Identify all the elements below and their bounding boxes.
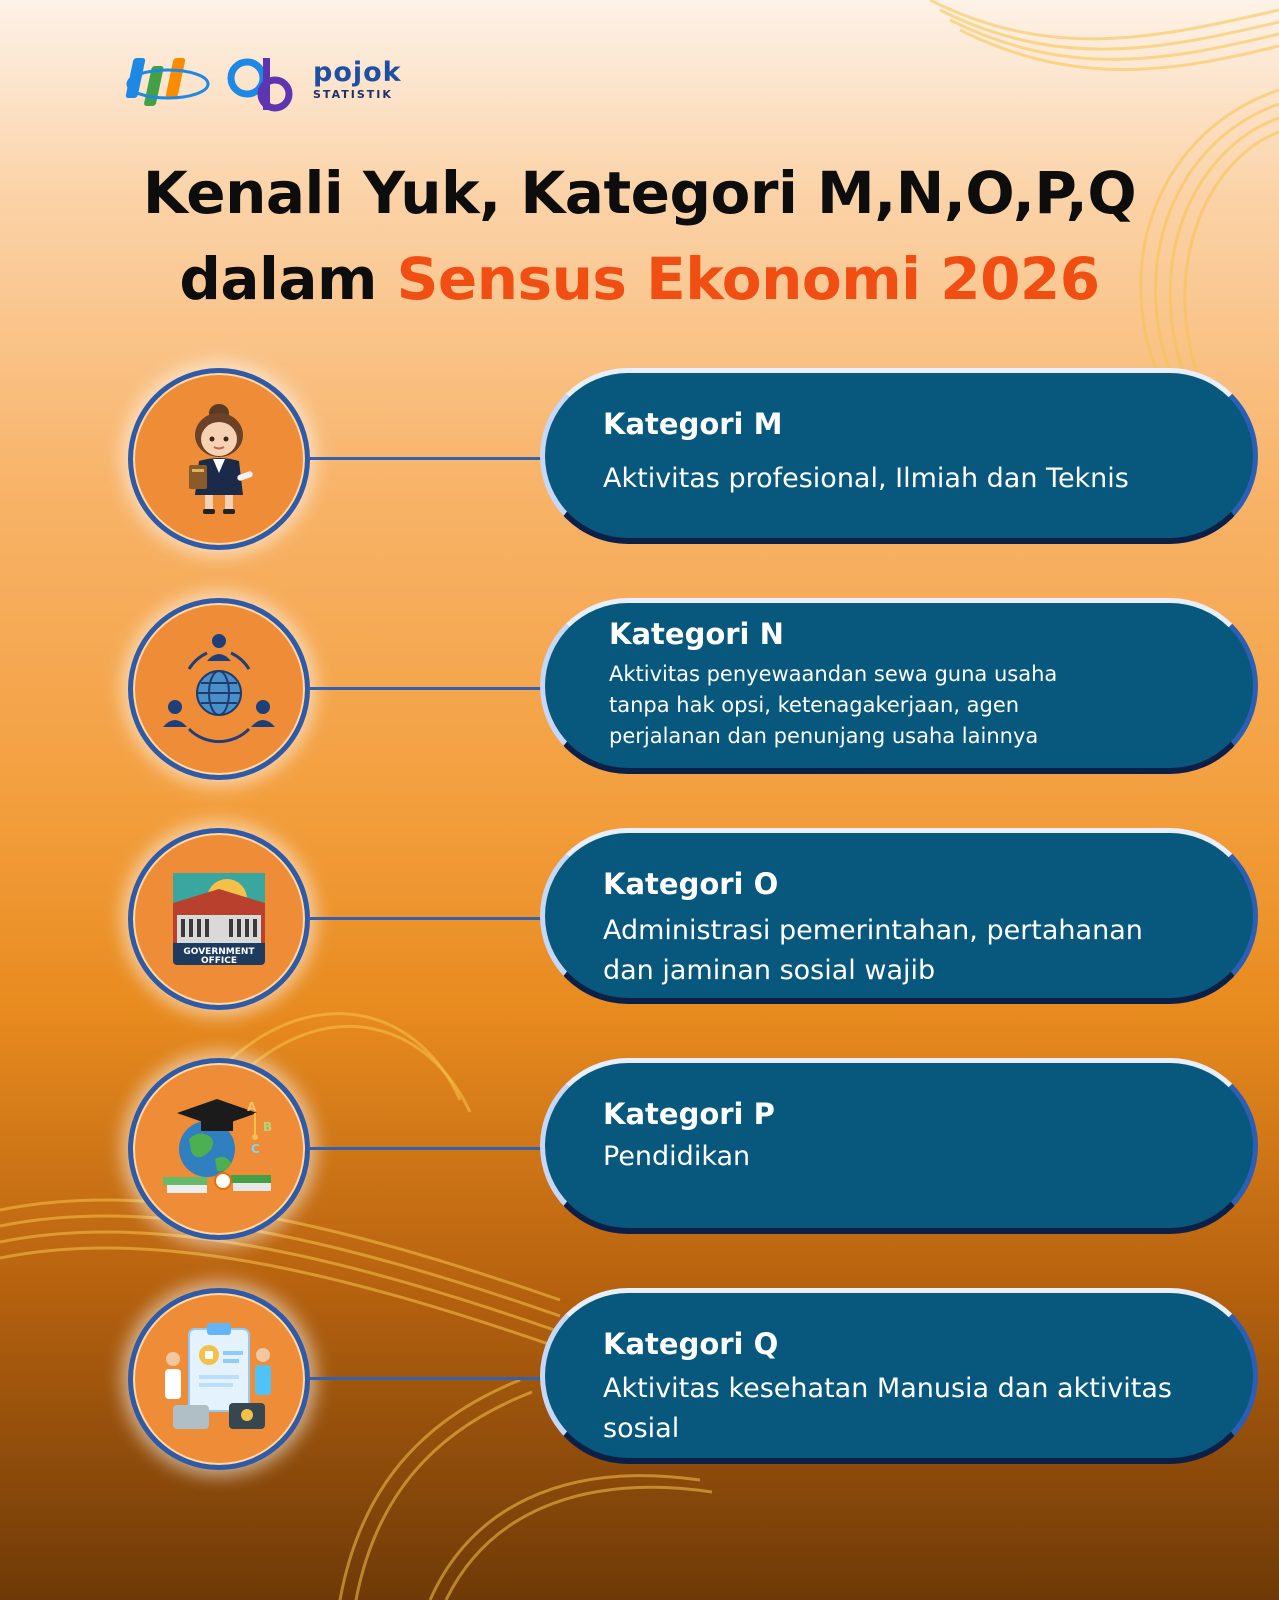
category-row-n	[128, 598, 1148, 776]
title-line-2	[0, 236, 1279, 322]
category-description-line: Aktivitas penyewaandan sewa guna usaha	[609, 662, 1058, 686]
education-icon	[159, 1089, 279, 1209]
connector-line	[308, 1147, 544, 1150]
category-icon-circle	[128, 598, 310, 780]
network-people-icon	[159, 629, 279, 749]
category-label: Kategori M	[603, 407, 783, 441]
category-card	[540, 828, 1258, 1004]
category-label: Kategori N	[609, 617, 784, 651]
category-description-line: dan jaminan sosial wajib	[603, 955, 936, 986]
title-line-2-prefix: dalam	[179, 245, 397, 313]
brand-subtitle: STATISTIK	[313, 88, 393, 101]
icon-caption: GOVERNMENT	[183, 947, 255, 957]
category-row-m	[128, 368, 1148, 546]
category-description-line: Administrasi pemerintahan, pertahanan	[603, 915, 1143, 946]
category-card	[540, 598, 1258, 774]
professional-icon	[159, 399, 279, 519]
category-description-line: Pendidikan	[603, 1141, 751, 1172]
connector-line	[308, 1377, 544, 1380]
connector-line	[308, 457, 544, 460]
category-card	[540, 1058, 1258, 1234]
category-description-line: perjalanan dan penunjang usaha lainnya	[609, 724, 1039, 748]
title-line-1: Kenali Yuk, Kategori M,N,O,P,Q	[142, 159, 1137, 227]
government-office-icon	[159, 859, 279, 979]
category-description-line: Aktivitas kesehatan Manusia dan aktivitas	[603, 1373, 1172, 1404]
category-description-line: sosial	[603, 1413, 680, 1444]
bps-logo-icon	[125, 52, 211, 116]
category-label: Kategori O	[603, 867, 779, 901]
page-title	[0, 150, 1279, 322]
category-row-p	[128, 1058, 1148, 1236]
icon-caption: OFFICE	[200, 956, 238, 966]
category-card	[540, 368, 1258, 544]
health-care-icon	[159, 1319, 279, 1439]
title-highlight: Sensus Ekonomi 2026	[396, 245, 1100, 313]
category-card	[540, 1288, 1258, 1464]
category-description-line: Aktivitas profesional, Ilmiah dan Teknis	[603, 463, 1129, 494]
category-label: Kategori P	[603, 1097, 775, 1131]
brand-wordmark	[313, 58, 402, 101]
icon-letter: A	[247, 1100, 257, 1114]
icon-letter: B	[263, 1120, 273, 1134]
category-icon-circle	[128, 368, 310, 550]
category-row-q	[128, 1288, 1172, 1466]
brand-name: pojok	[313, 57, 402, 88]
category-row-o	[128, 828, 1148, 1006]
category-icon-circle	[128, 1058, 310, 1240]
category-icon-circle	[128, 1288, 310, 1470]
category-icon-circle	[128, 828, 310, 1010]
connector-line	[308, 687, 544, 690]
category-description-line: tanpa hak opsi, ketenagakerjaan, agen	[609, 693, 1020, 717]
connector-line	[308, 917, 544, 920]
icon-letter: C	[251, 1142, 260, 1156]
pojok-statistik-mark-icon	[225, 54, 295, 116]
category-label: Kategori Q	[603, 1327, 779, 1361]
